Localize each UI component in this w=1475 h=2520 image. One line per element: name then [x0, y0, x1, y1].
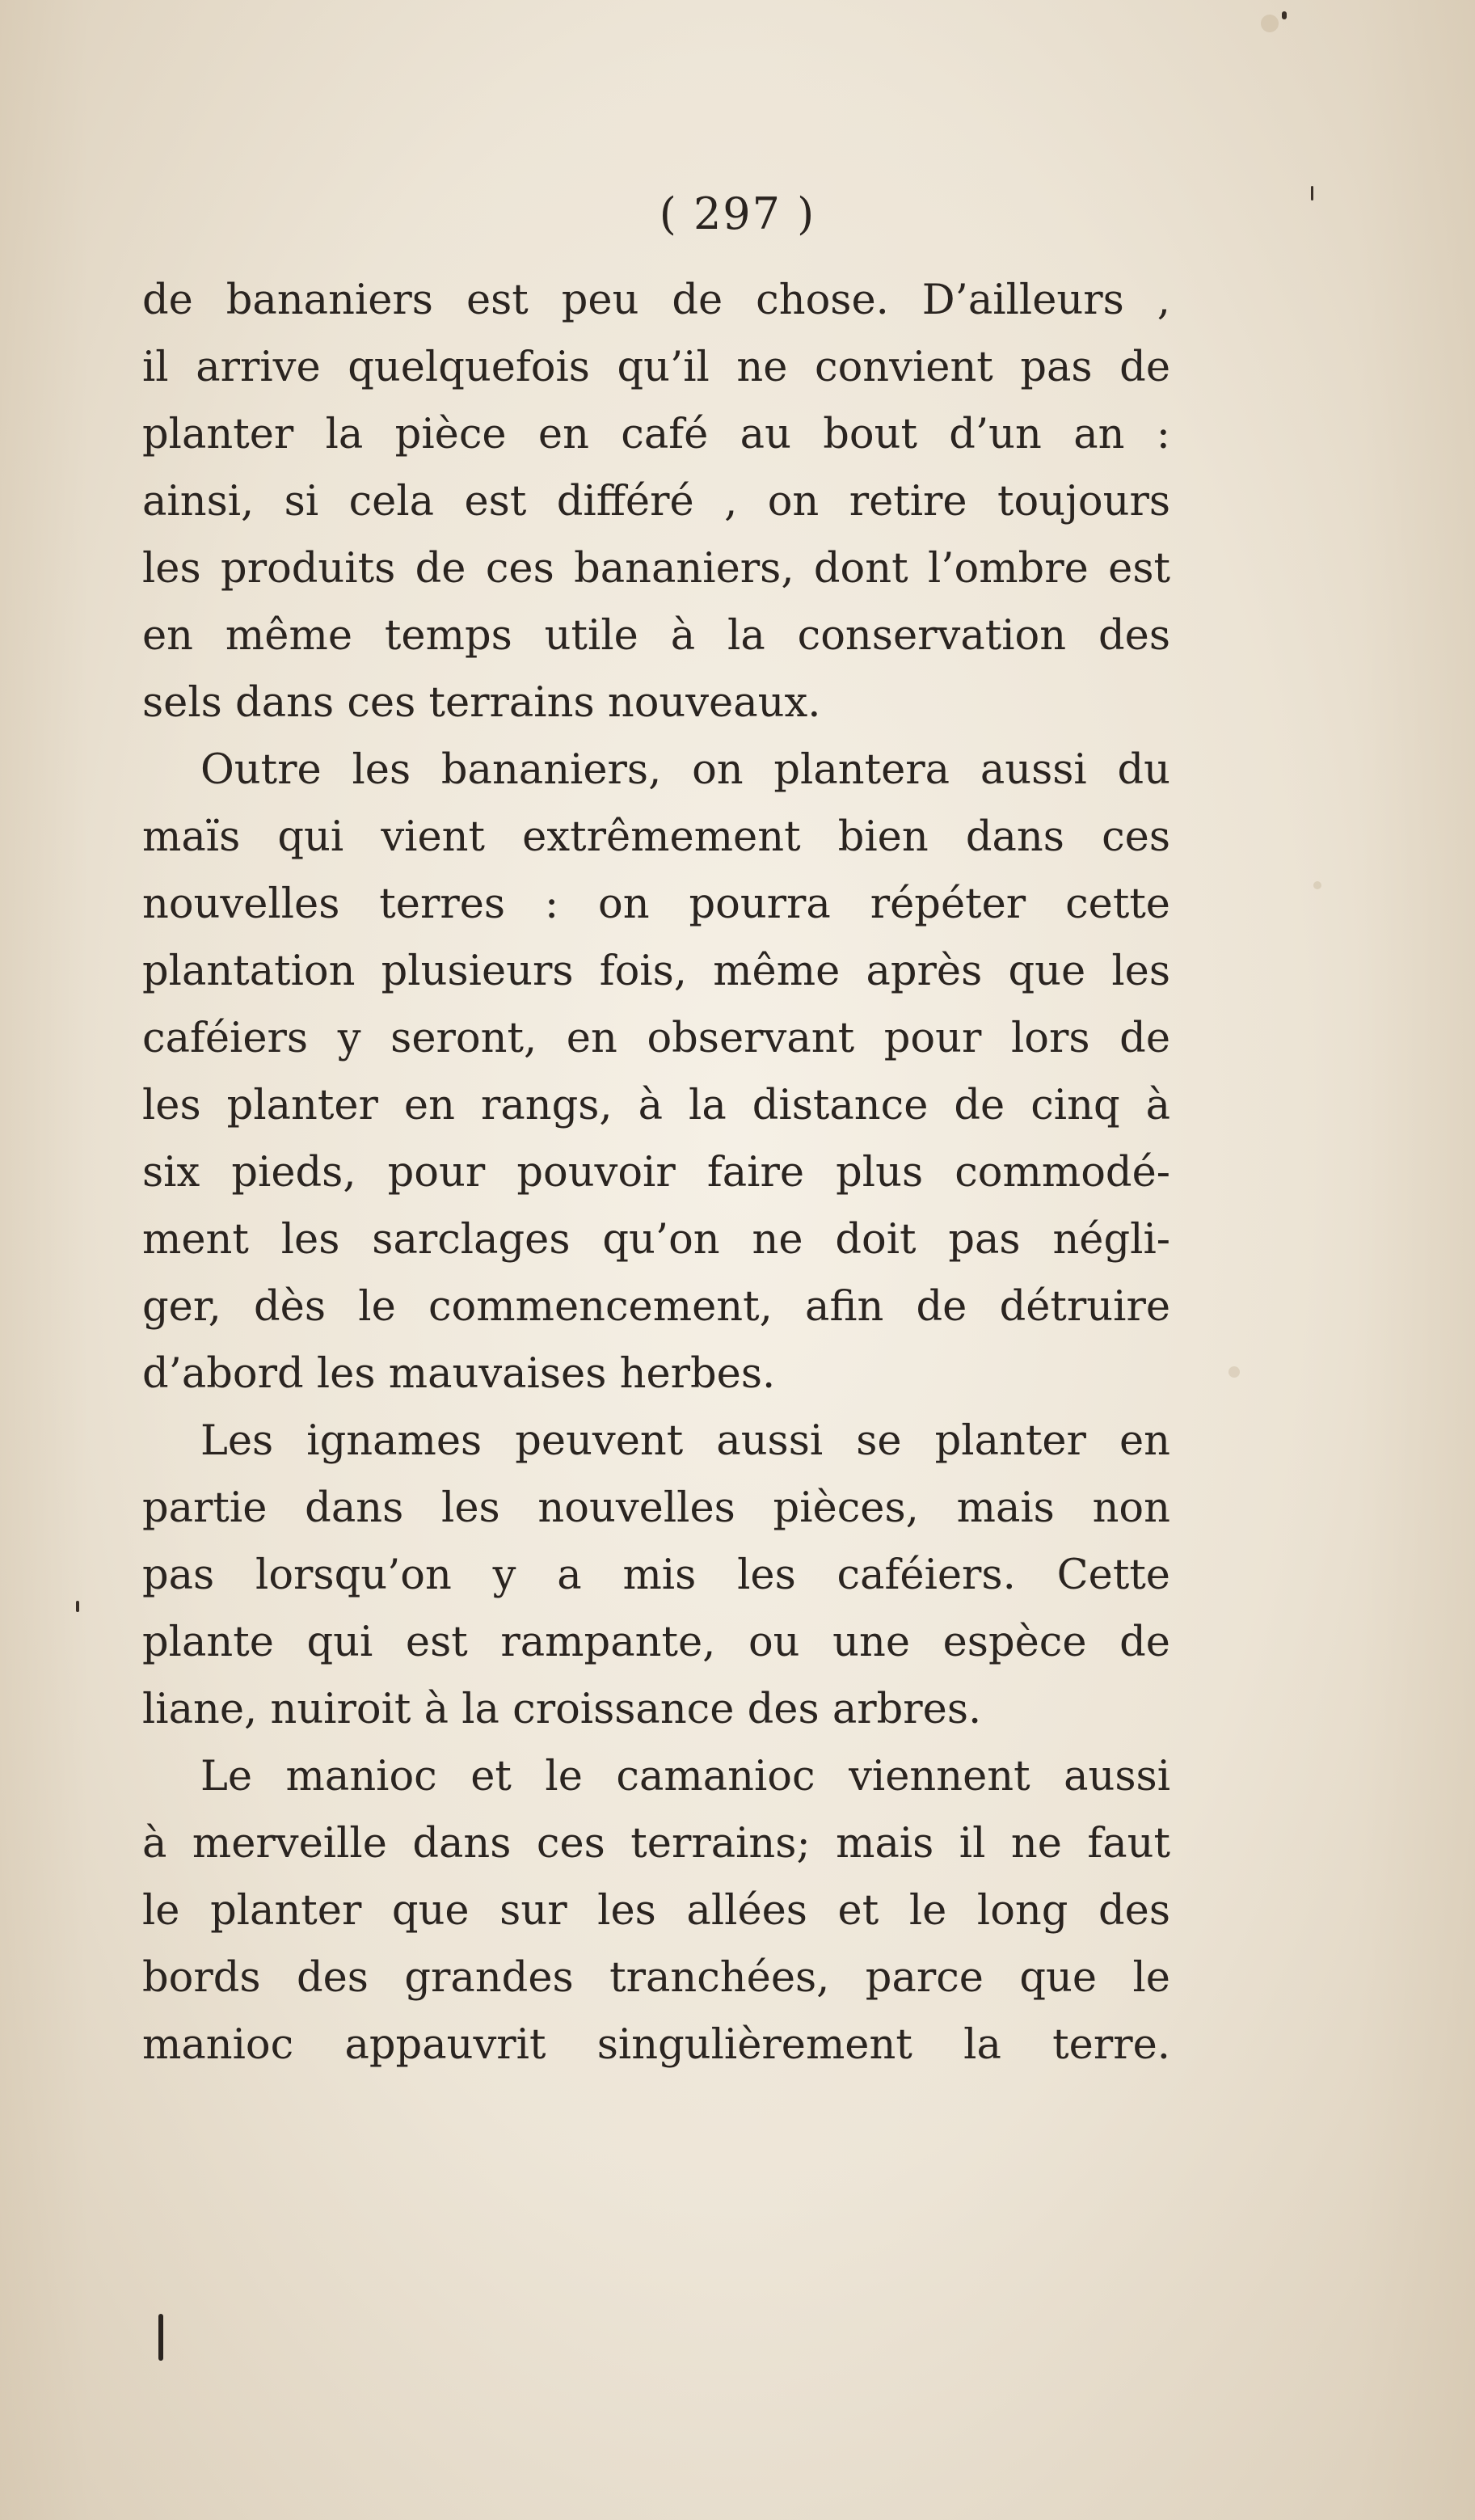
- paragraph: [142, 267, 1170, 737]
- margin-mark: [158, 2314, 163, 2361]
- text-line: ainsi, si cela est différé , on retire toujours: [142, 478, 1170, 526]
- text-line: plantation plusieurs fois, même après que les: [142, 948, 1170, 995]
- text-line: plante qui est rampante, ou une espèce de: [142, 1619, 1170, 1666]
- text-line: partie dans les nouvelles pièces, mais non: [142, 1484, 1170, 1532]
- text-line: Outre les bananiers, on plantera aussi du: [200, 746, 1170, 794]
- text-line: en même temps utile à la conservation des: [142, 612, 1170, 660]
- ink-speck: [76, 1601, 79, 1612]
- text-line: ger, dès le commencement, afin de détruire: [142, 1283, 1170, 1331]
- text-line: bords des grandes tranchées, parce que le: [142, 1954, 1170, 2002]
- text-line: pas lorsqu’on y a mis les caféiers. Cette: [142, 1551, 1170, 1599]
- text-line: planter la pièce en café au bout d’un an :: [142, 411, 1170, 458]
- text-line: à merveille dans ces terrains; mais il ne faut: [142, 1820, 1170, 1868]
- text-line: il arrive quelquefois qu’il ne convient pas de: [142, 344, 1170, 391]
- text-line: Les ignames peuvent aussi se planter en: [200, 1417, 1170, 1465]
- text-line: ment les sarclages qu’on ne doit pas négli-: [142, 1216, 1170, 1264]
- page-number: ( 297 ): [659, 188, 816, 239]
- ink-speck: [1311, 186, 1313, 201]
- text-line: le planter que sur les allées et le long des: [142, 1887, 1170, 1935]
- paper-stain: [1228, 1366, 1240, 1378]
- ink-speck: [1282, 11, 1287, 19]
- text-line: six pieds, pour pouvoir faire plus commodé-: [142, 1149, 1170, 1197]
- text-line: de bananiers est peu de chose. D’ailleurs ,: [142, 276, 1170, 324]
- text-line: sels dans ces terrains nouveaux.: [142, 679, 821, 727]
- paragraph: [142, 1743, 1170, 2079]
- text-line: les planter en rangs, à la distance de cinq à: [142, 1082, 1170, 1129]
- paragraph: [142, 737, 1170, 1408]
- paper-stain: [1313, 881, 1321, 889]
- text-line: manioc appauvrit singulièrement la terre.: [142, 2021, 1170, 2069]
- text-line: nouvelles terres : on pourra répéter cette: [142, 880, 1170, 928]
- text-line: les produits de ces bananiers, dont l’ombre est: [142, 545, 1170, 593]
- text-line: d’abord les mauvaises herbes.: [142, 1350, 776, 1398]
- text-line: Le manioc et le camanioc viennent aussi: [200, 1753, 1170, 1800]
- text-line: liane, nuiroit à la croissance des arbres.: [142, 1686, 982, 1733]
- paragraph: [142, 1408, 1170, 1743]
- text-line: maïs qui vient extrêmement bien dans ces: [142, 813, 1170, 861]
- paper-stain: [1261, 15, 1279, 32]
- body-text: [142, 267, 1170, 2079]
- text-line: caféiers y seront, en observant pour lors de: [142, 1015, 1170, 1062]
